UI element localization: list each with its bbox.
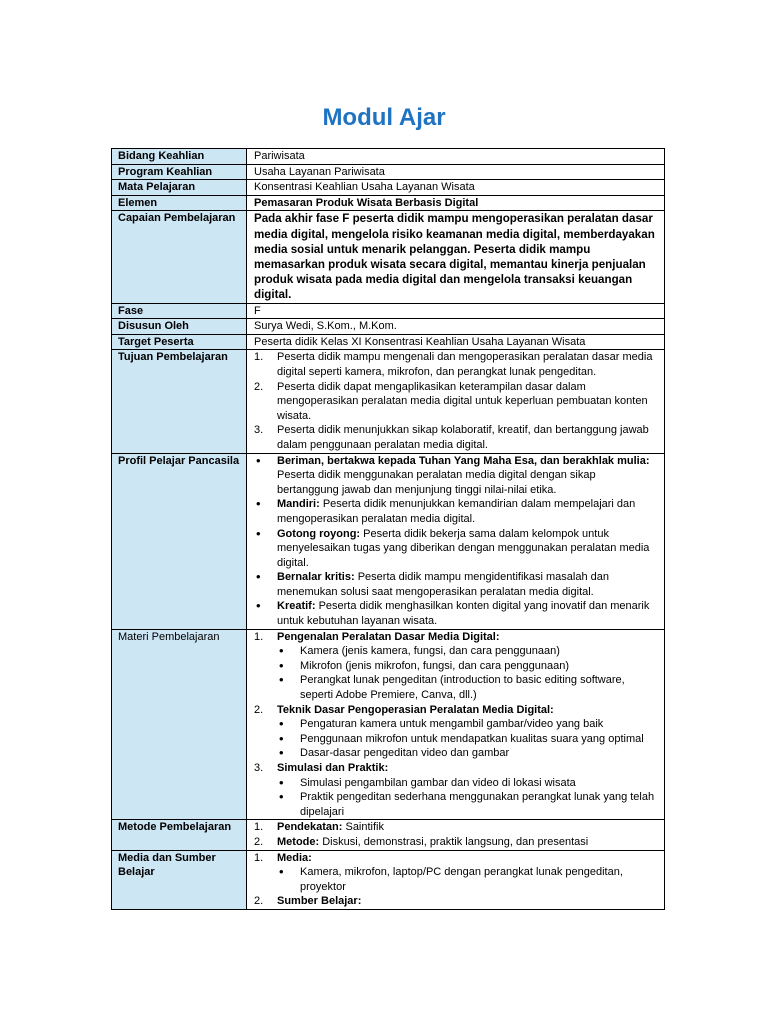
item-heading: Pendekatan: (277, 821, 343, 834)
row-value (247, 629, 665, 820)
table-row (112, 303, 665, 319)
list-item: Peserta didik menunjukkan sikap kolaboratif, kreatif, dan bertanggung jawab dalam penggunaan peralatan media digital. (277, 424, 649, 451)
list-item (254, 761, 659, 819)
item-heading: Teknik Dasar Pengoperasian Peralatan Media Digital: (277, 703, 554, 716)
row-label: Disusun Oleh (112, 319, 247, 335)
list-item: Peserta didik dapat mengaplikasikan keterampilan dasar dalam mengoperasikan peralatan media digital untuk keperluan pembuatan konten wisata. (277, 380, 648, 422)
media-list (254, 851, 659, 909)
table-row (112, 211, 665, 303)
sub-item: • Simulasi pengambilan gambar dan video di lokasi wisata (277, 776, 659, 791)
sub-item: • Penggunaan mikrofon untuk mendapatkan kualitas suara yang optimal (277, 732, 659, 747)
table-row (112, 350, 665, 453)
list-item (254, 835, 659, 850)
item-text: Saintifik (342, 821, 384, 834)
row-label: Fase (112, 303, 247, 319)
item-text: Peserta didik menunjukkan kemandirian dalam mempelajari dan mengoperasikan peralatan media digital. (277, 498, 636, 525)
item-heading: Pengenalan Peralatan Dasar Media Digital: (277, 630, 500, 643)
table-row (112, 820, 665, 850)
list-item (254, 703, 659, 761)
sub-list (277, 644, 659, 702)
row-value (247, 820, 665, 850)
row-label: Metode Pembelajaran (112, 820, 247, 850)
sub-item: • Perangkat lunak pengeditan (introduction to basic editing software, seperti Adobe Premiere, Canva, dll.) (277, 673, 659, 702)
item-heading: Sumber Belajar: (277, 895, 362, 908)
table-row (112, 164, 665, 180)
row-label: Profil Pelajar Pancasila (112, 453, 247, 629)
item-text: Peserta didik menghasilkan konten digital yang inovatif dan menarik untuk kebutuhan layanan wisata. (277, 600, 650, 628)
item-text: Diskusi, demonstrasi, praktik langsung, dan presentasi (319, 835, 589, 848)
item-heading: Beriman, bertakwa kepada Tuhan Yang Maha Esa, dan berakhlak mulia: (277, 454, 650, 467)
item-heading: Kreatif: (277, 600, 316, 613)
page-title: Modul Ajar (322, 104, 446, 131)
row-value: Usaha Layanan Pariwisata (247, 164, 665, 180)
list-item (254, 599, 659, 628)
list-item (254, 454, 659, 498)
table-row (112, 453, 665, 629)
metode-list (254, 820, 659, 849)
profil-list (254, 454, 659, 629)
item-heading: Bernalar kritis: (277, 571, 355, 584)
sub-item: • Mikrofon (jenis mikrofon, fungsi, dan cara penggunaan) (277, 659, 659, 674)
list-item: Peserta didik mampu mengenali dan mengoperasikan peralatan dasar media digital seperti kamera, mikrofon, dan perangkat lunak pengeditan. (277, 351, 653, 378)
materi-list (254, 630, 659, 820)
row-value: Pemasaran Produk Wisata Berbasis Digital (247, 195, 665, 211)
row-value: Surya Wedi, S.Kom., M.Kom. (247, 319, 665, 335)
row-value: Konsentrasi Keahlian Usaha Layanan Wisata (247, 180, 665, 196)
row-label: Target Peserta (112, 334, 247, 350)
table-row (112, 850, 665, 909)
item-heading: Media: (277, 851, 312, 864)
list-item (254, 570, 659, 599)
table-row (112, 319, 665, 335)
row-value (247, 850, 665, 909)
list-item (254, 894, 659, 909)
row-label: Tujuan Pembelajaran (112, 350, 247, 453)
item-heading: Gotong royong: (277, 527, 361, 540)
item-text: Peserta didik mampu mengidentifikasi masalah dan menemukan solusi saat mengoperasikan peralatan media digital. (277, 571, 610, 598)
row-value: F (247, 303, 665, 319)
sub-item: • Kamera (jenis kamera, fungsi, dan cara penggunaan) (277, 644, 659, 659)
module-table (111, 148, 665, 910)
row-label: Capaian Pembelajaran (112, 211, 247, 303)
table-row (112, 334, 665, 350)
row-value: Peserta didik Kelas XI Konsentrasi Keahlian Usaha Layanan Wisata (247, 334, 665, 350)
row-label: Elemen (112, 195, 247, 211)
table-row (112, 195, 665, 211)
sub-list (277, 865, 659, 894)
item-text: Peserta didik menggunakan peralatan media digital dengan sikap bertanggung jawab dan menjunjung tinggi nilai-nilai etika. (277, 469, 596, 496)
item-heading: Mandiri: (277, 498, 320, 511)
sub-list (277, 717, 659, 761)
row-value (247, 453, 665, 629)
list-item (254, 820, 659, 835)
table-row (112, 180, 665, 196)
list-item (254, 497, 659, 526)
table-row (112, 149, 665, 165)
sub-list (277, 776, 659, 820)
sub-item: • Kamera, mikrofon, laptop/PC dengan perangkat lunak pengeditan, proyektor (277, 865, 659, 894)
item-text: Peserta didik bekerja sama dalam kelompok untuk menyelesaikan tugas yang diberikan dengan menggunakan peralatan media digital. (277, 527, 650, 569)
row-label: Materi Pembelajaran (112, 629, 247, 820)
item-heading: Metode: (277, 835, 320, 848)
row-label: Mata Pelajaran (112, 180, 247, 196)
row-label: Bidang Keahlian (112, 149, 247, 165)
sub-item: • Dasar-dasar pengeditan video dan gambar (277, 746, 659, 761)
tujuan-list (254, 350, 659, 452)
row-value: Pariwisata (247, 149, 665, 165)
row-value (247, 350, 665, 453)
list-item (254, 851, 659, 895)
row-label: Program Keahlian (112, 164, 247, 180)
item-heading: Simulasi dan Praktik: (277, 762, 389, 774)
list-item (254, 527, 659, 571)
sub-item: • Pengaturan kamera untuk mengambil gambar/video yang baik (277, 717, 659, 732)
row-value: Pada akhir fase F peserta didik mampu mengoperasikan peralatan dasar media digital, mengelola risiko keamanan media digital, memberdayakan media sosial untuk menarik pelanggan. Peserta didik mampu memasarkan produk wisata secara digital, memantau kinerja penjualan produk wisata pada media digital dan mengelola transaksi keuangan digital. (247, 211, 665, 303)
table-row (112, 629, 665, 820)
sub-item: • Praktik pengeditan sederhana menggunakan perangkat lunak yang telah dipelajari (277, 790, 659, 819)
row-label: Media dan Sumber Belajar (112, 850, 247, 909)
list-item (254, 630, 659, 703)
